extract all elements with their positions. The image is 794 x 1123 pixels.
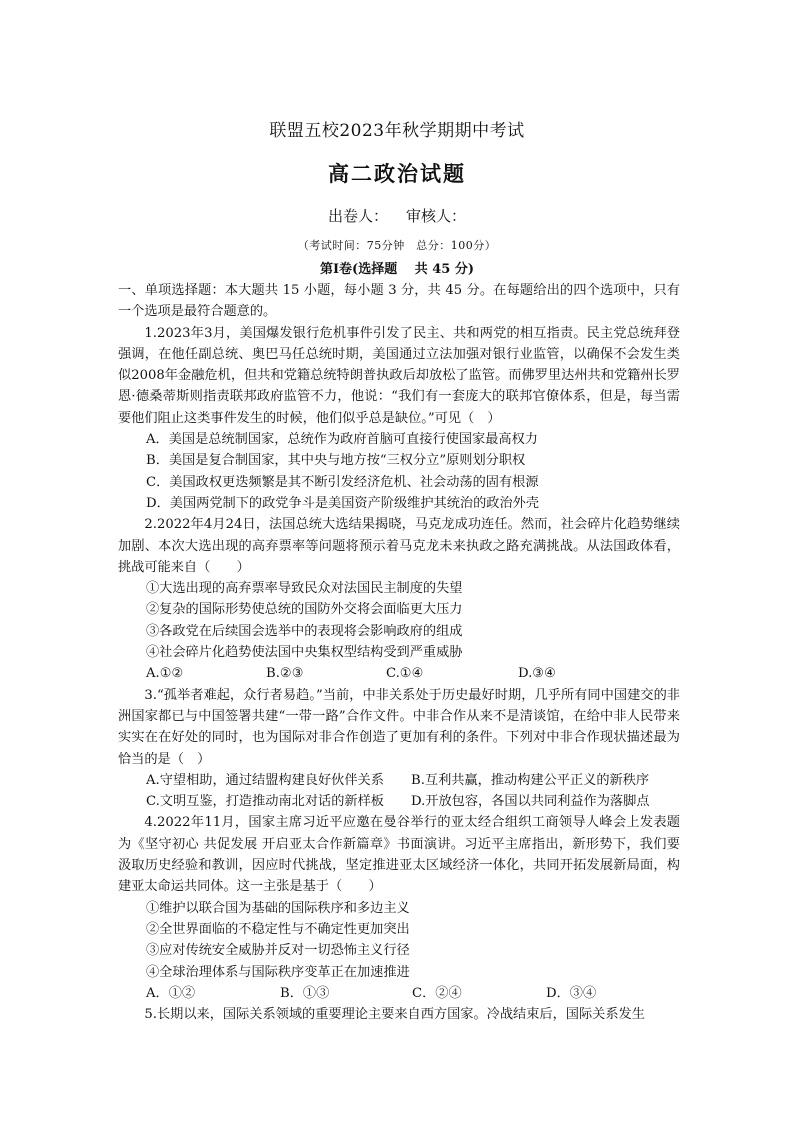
subject-title: 高二政治试题 [328,161,466,186]
question-2-stem: 2.2022年4月24日，法国总统大选结果揭晓，马克龙成功连任。然而，社会碎片化趋势继续加剧、本次大选出现的高弃票率等问题将预示着马克龙未来执政之路充满挑战。从法国政体看，挑战可能来自（ ） [118,517,680,575]
question-2-statement-3: ③各政党在后续国会选举中的表现将会影响政府的组成 [146,623,463,639]
question-2-choice-a: A.①② [146,666,184,682]
question-2-choices [118,663,680,684]
question-4-choice-b: B．①③ [280,985,330,1001]
question-4-choices [118,983,680,1004]
question-3-stem: 3.“孤举者难起，众行者易趋。”当前，中非关系处于历史最好时期，几乎所有同中国建交的非洲国家都已与中国签署共建“一带一路”合作文件。中非合作从来不是清谈馆，在给中非人民带来实实在在好处的同时，也为国际对非合作创造了更加有利的条件。下列对中非合作现状描述最为恰当的是（ ） [118,687,680,767]
question-2-choice-c: C.①④ [386,666,424,682]
setter-label: 出卷人： [327,207,388,225]
question-3-option-a: A.守望相助，通过结盟构建良好伙伴关系 [146,772,384,788]
question-3-option-b: B.互利共赢，推动构建公平正义的新秩序 [411,772,650,788]
question-3-options-row-2 [118,791,680,812]
question-2-statement-1: ①大选出现的高弃票率导致民众对法国民主制度的失望 [146,581,463,597]
question-4-statement-1: ①维护以联合国为基础的国际秩序和多边主义 [146,900,410,916]
question-4-choice-c: C．②④ [412,985,462,1001]
reviewer-label: 审核人： [406,207,467,225]
exam-info: （考试时间：75分钟 总分：100分） [297,239,497,252]
question-2-choice-d: D.③④ [518,666,556,682]
question-4-choice-a: A．①② [146,985,196,1001]
setter-reviewer-line [0,205,794,226]
question-4-statement-2: ②全世界面临的不稳定性与不确定性更加突出 [146,921,410,937]
question-1-option-b: B．美国是复合制国家，其中央与地方按“三权分立”原则划分职权 [146,453,526,469]
question-3-option-c: C.文明互鉴，打造推动南北对话的新样板 [146,794,384,810]
question-2-statement-2: ②复杂的国际形势使总统的国防外交将会面临更大压力 [146,602,463,618]
question-1-option-c: C．美国政权更迭频繁是其不断引发经济危机、社会动荡的固有根源 [146,474,539,490]
question-4-statement-3: ③应对传统安全威胁并反对一切恐怖主义行径 [146,943,410,959]
question-5-stem: 5.长期以来，国际关系领域的重要理论主要来自西方国家。冷战结束后，国际关系发生 [144,1007,645,1023]
question-4-statement-4: ④全球治理体系与国际秩序变革正在加速推进 [146,964,410,980]
question-4-choice-d: D．③④ [546,985,597,1001]
question-2-choice-b: B.②③ [266,666,304,682]
questions-body [118,280,680,1025]
question-3-options-row-1 [118,770,680,791]
question-2-statement-4: ④社会碎片化趋势使法国中央集权型结构受到严重威胁 [146,645,463,661]
question-4-stem: 4.2022年11月，国家主席习近平应邀在曼谷举行的亚太经合组织工商领导人峰会上发表题为《坚守初心 共促发展 开启亚太合作新篇章》书面演讲。习近平主席指出，新形势下，我们要汲取历史经验和教训，因应时代挑战，坚定推进亚太区域经济一体化，共同开拓发展新局面，构建亚太命运共同体。这一主张是基于（ ） [118,815,680,895]
part-title: 第Ⅰ卷(选择题 共 45 分) [319,262,475,277]
question-1-option-a: A．美国是总统制国家，总统作为政府首脑可直接行使国家最高权力 [146,432,538,448]
question-3-option-d: D.开放包容，各国以共同利益作为落脚点 [411,794,650,810]
question-1-stem: 1.2023年3月，美国爆发银行危机事件引发了民主、共和两党的相互指责。民主党总统拜登强调，在他任副总统、奥巴马任总统时期，美国通过立法加强对银行业监管，以确保不会发生类似2008年金融危机，但共和党籍总统特朗普执政后却放松了监管。而佛罗里达州共和党籍州长罗恩·德桑蒂斯则指责联邦政府监管不力，他说：“我们有一套庞大的联邦官僚体系，但是，每当需要他们阻止这类事件发生的时候，他们似乎总是缺位。”可见（ ） [118,325,680,426]
section-instructions: 一、单项选择题：本大题共 15 小题，每小题 3 分，共 45 分。在每题给出的四个选项中，只有一个选项是最符合题意的。 [118,283,680,320]
question-1-option-d: D．美国两党制下的政党争斗是美国资产阶级维护其统治的政治外壳 [146,495,540,511]
exam-school-title: 联盟五校2023年秋学期期中考试 [269,121,525,141]
